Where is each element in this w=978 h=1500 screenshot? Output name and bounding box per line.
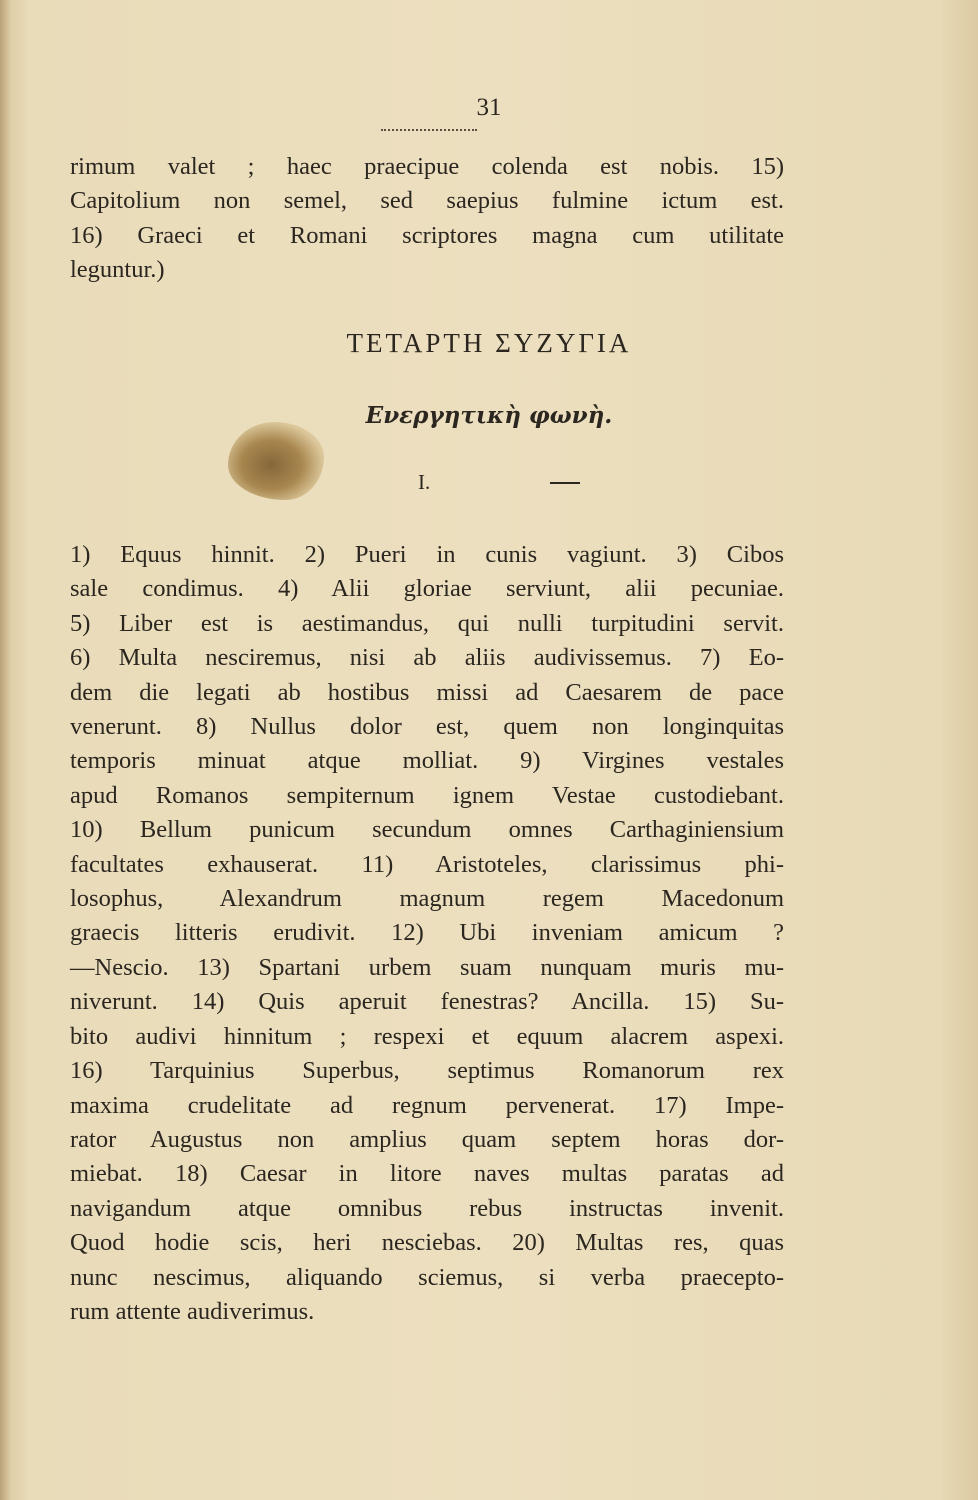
text-line: Quod hodie scis, heri nesciebas. 20) Multas res, quas (70, 1229, 784, 1257)
text-line: apud Romanos sempiternum ignem Vestae custodiebant. (70, 781, 784, 809)
text-line: facultates exhauserat. 11) Aristoteles, clarissimus phi- (70, 850, 784, 878)
paper-stain (228, 422, 324, 500)
text-line: miebat. 18) Caesar in litore naves multas paratas ad (70, 1160, 784, 1188)
text-line: maxima crudelitate ad regnum pervenerat. 17) Impe- (70, 1091, 784, 1119)
page-number-rule (381, 129, 477, 131)
exercise-text (70, 538, 784, 1329)
text-line: nunc nescimus, aliquando sciemus, si verba praecepto- (70, 1263, 784, 1291)
text-line: leguntur.) (70, 256, 165, 284)
subsection-dash (550, 482, 580, 484)
text-line: 5) Liber est is aestimandus, qui nulli turpitudini servit. (70, 609, 784, 637)
page-spine-edge (0, 0, 10, 1500)
text-line: niverunt. 14) Quis aperuit fenestras? Ancilla. 15) Su- (70, 988, 784, 1016)
text-line: 6) Multa nesciremus, nisi ab aliis audivissemus. 7) Eo- (70, 644, 784, 672)
text-line: sale condimus. 4) Alii gloriae serviunt, alii pecuniae. (70, 575, 784, 603)
section-title: ΤΕΤΑΡΤΗ ΣΥΖΥΓΙΑ (346, 328, 632, 358)
voice-heading: Ενεργητικὴ φωνὴ. (365, 402, 613, 429)
text-line: bito audivi hinnitum ; respexi et equum alacrem aspexi. (70, 1022, 784, 1050)
text-line: dem die legati ab hostibus missi ad Caesarem de pace (70, 678, 784, 706)
text-line: venerunt. 8) Nullus dolor est, quem non longinquitas (70, 713, 784, 741)
text-line: 10) Bellum punicum secundum omnes Carthaginiensium (70, 816, 784, 844)
text-line: —Nescio. 13) Spartani urbem suam nunquam muris mu- (70, 953, 784, 981)
text-line: rum attente audiverimus. (70, 1297, 315, 1325)
text-line: rimum valet ; haec praecipue colenda est nobis. 15) (70, 153, 784, 180)
continued-exercise-text (70, 150, 784, 288)
text-line: graecis litteris erudivit. 12) Ubi inveniam amicum ? (70, 919, 784, 947)
text-line: 16) Tarquinius Superbus, septimus Romanorum rex (70, 1057, 784, 1085)
text-line: Capitolium non semel, sed saepius fulmine ictum est. (70, 187, 784, 215)
text-line: 1) Equus hinnit. 2) Pueri in cunis vagiunt. 3) Cibos (70, 541, 784, 568)
text-line: 16) Graeci et Romani scriptores magna cum utilitate (70, 221, 784, 249)
text-line: rator Augustus non amplius quam septem horas dor- (70, 1125, 784, 1153)
text-line: losophus, Alexandrum magnum regem Macedonum (70, 885, 784, 913)
text-line: navigandum atque omnibus rebus instructas invenit. (70, 1194, 784, 1222)
subsection-number: I. (418, 470, 431, 494)
page-number: 31 (476, 94, 502, 121)
text-line: temporis minuat atque molliat. 9) Virgines vestales (70, 747, 784, 775)
